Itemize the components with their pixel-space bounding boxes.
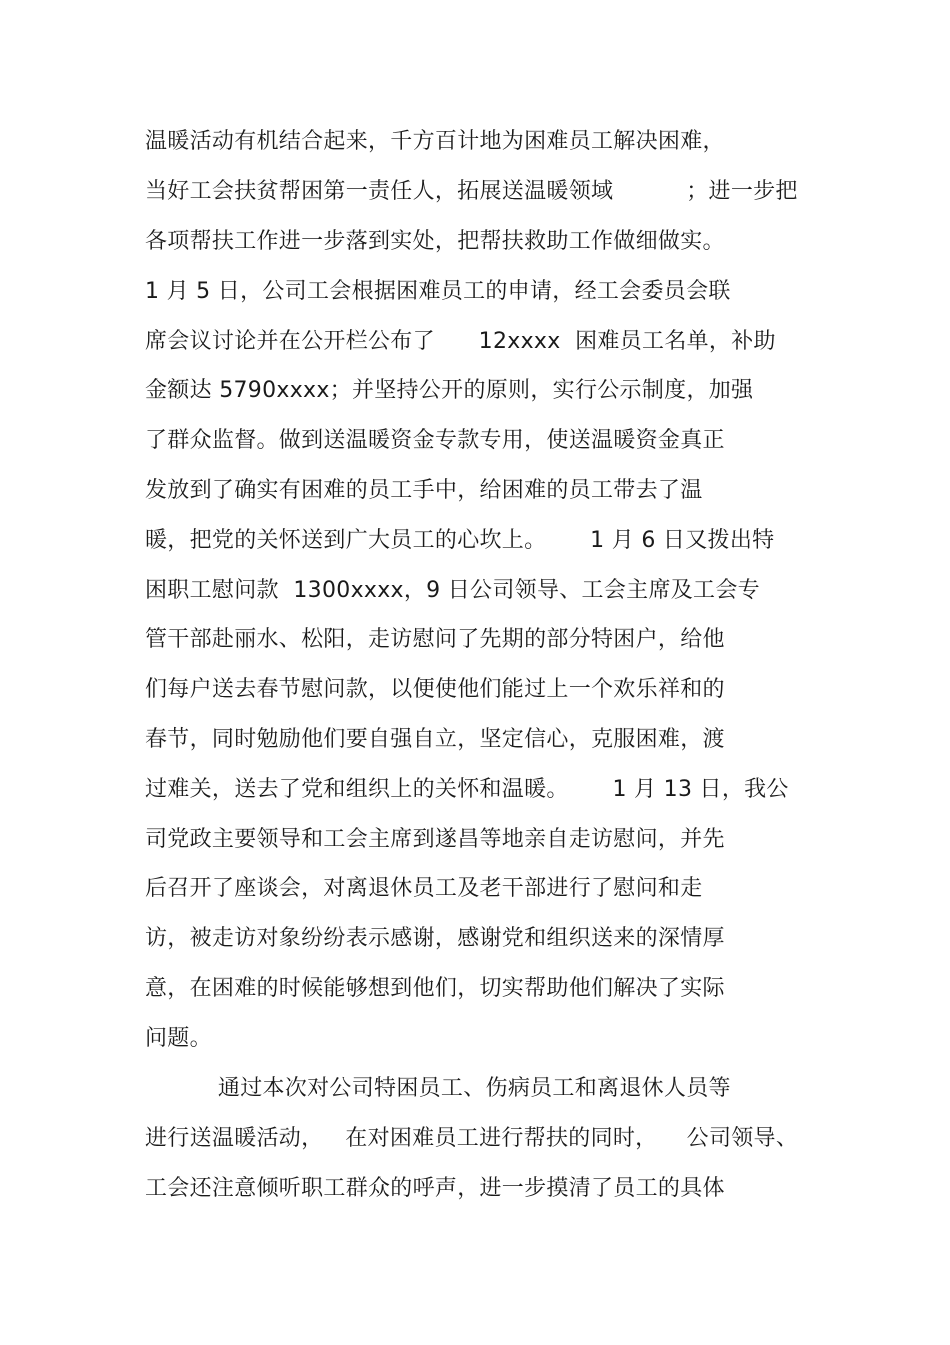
text-line-21: 进行送温暖活动， 在对困难员工进行帮扶的同时， 公司领导、 xyxy=(145,1126,799,1151)
text-line-3: 各项帮扶工作进一步落到实处，把帮扶救助工作做细做实。 xyxy=(145,229,725,254)
text-line-2: 当好工会扶贫帮困第一责任人，拓展送温暖领域 ；进一步把 xyxy=(145,179,798,204)
text-line-22: 工会还注意倾听职工群众的呼声，进一步摸清了员工的具体 xyxy=(145,1176,725,1201)
text-line-13: 春节，同时勉励他们要自强自立，坚定信心，克服困难，渡 xyxy=(145,727,725,752)
text-line-9: 暖，把党的关怀送到广大员工的心坎上。 1 月 6 日又拨出特 xyxy=(145,528,775,553)
text-line-14: 过难关，送去了党和组织上的关怀和温暖。 1 月 13 日，我公 xyxy=(145,777,789,802)
text-line-4: 1 月 5 日，公司工会根据困难员工的申请，经工会委员会联 xyxy=(145,279,731,304)
text-line-16: 后召开了座谈会，对离退休员工及老干部进行了慰问和走 xyxy=(145,876,703,901)
text-line-15: 司党政主要领导和工会主席到遂昌等地亲自走访慰问，并先 xyxy=(145,827,725,852)
paragraph-start-line: 通过本次对公司特困员工、伤病员工和离退休人员等 xyxy=(145,1076,731,1101)
text-line-11: 管干部赴丽水、松阳，走访慰问了先期的部分特困户，给他 xyxy=(145,627,725,652)
text-line-5: 席会议讨论并在公开栏公布了 12xxxx 困难员工名单，补助 xyxy=(145,329,776,354)
text-line-1: 温暖活动有机结合起来，千方百计地为困难员工解决困难， xyxy=(145,129,725,154)
text-line-19: 问题。 xyxy=(145,1026,212,1051)
text-line-6: 金额达 5790xxxx；并坚持公开的原则，实行公示制度，加强 xyxy=(145,378,754,403)
text-line-10: 困职工慰问款 1300xxxx，9 日公司领导、工会主席及工会专 xyxy=(145,578,760,603)
text-line-7: 了群众监督。做到送温暖资金专款专用，使送温暖资金真正 xyxy=(145,428,725,453)
text-line-18: 意，在困难的时候能够想到他们，切实帮助他们解决了实际 xyxy=(145,976,725,1001)
text-line-8: 发放到了确实有困难的员工手中，给困难的员工带去了温 xyxy=(145,478,703,503)
text-line-17: 访，被走访对象纷纷表示感谢，感谢党和组织送来的深情厚 xyxy=(145,926,725,951)
text-line-12: 们每户送去春节慰问款，以便使他们能过上一个欢乐祥和的 xyxy=(145,677,725,702)
